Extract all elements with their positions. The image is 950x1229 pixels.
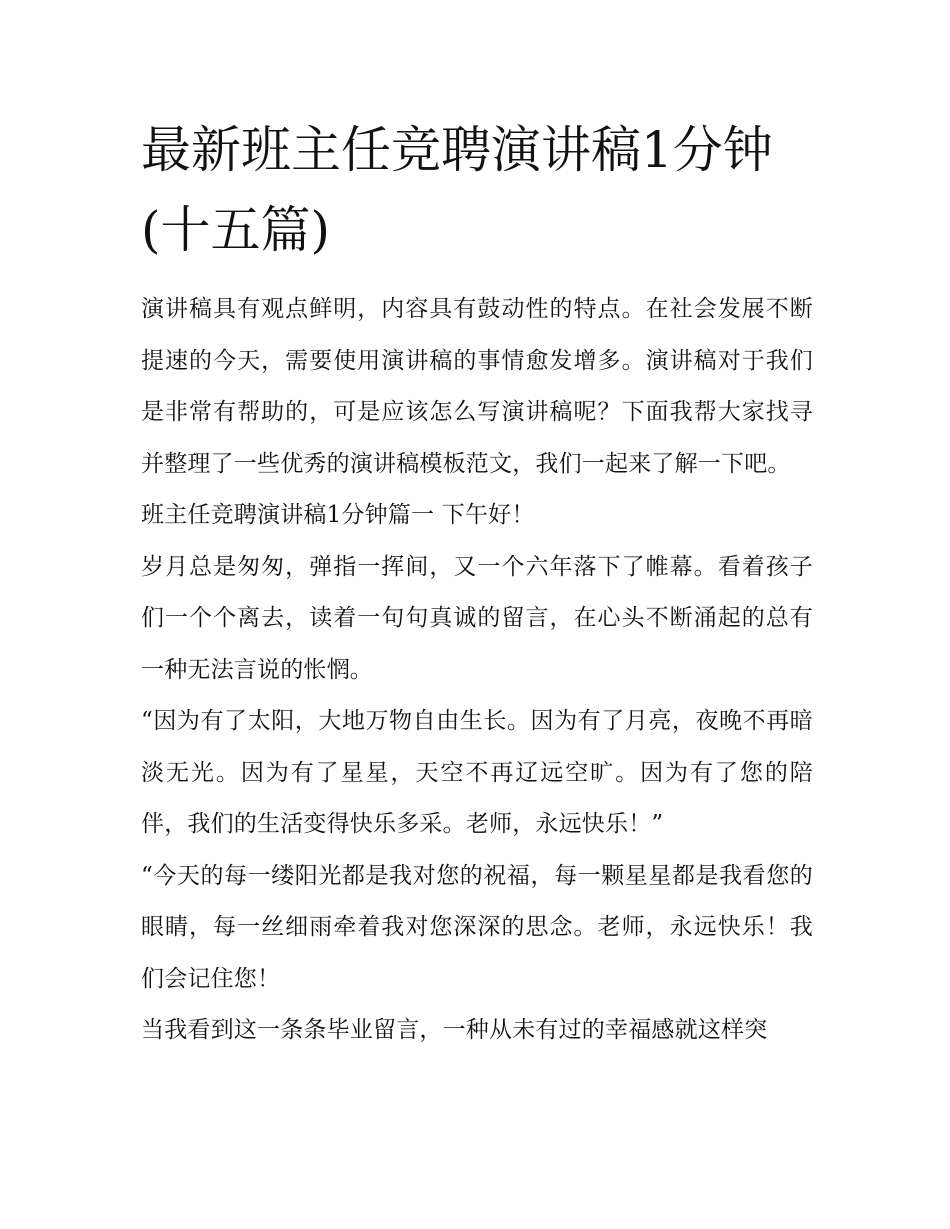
body-paragraph: 岁月总是匆匆，弹指一挥间，又一个六年落下了帷幕。看着孩子们一个个离去，读着一句句真诚的留言，在心头不断涌起的总有一种无法言说的怅惘。: [141, 553, 813, 683]
quote-paragraph: “因为有了太阳，大地万物自由生长。因为有了月亮，夜晚不再暗淡无光。因为有了星星，天空不再辽远空旷。因为有了您的陪伴，我们的生活变得快乐多采。老师，永远快乐！”: [141, 708, 813, 837]
document-title: 最新班主任竞聘演讲稿1分钟(十五篇): [141, 121, 773, 259]
quote-paragraph: “今天的每一缕阳光都是我对您的祝福，每一颗星星都是我看您的眼睛，每一丝细雨牵着我对您深深的思念。老师，永远快乐！我们会记住您！: [141, 862, 813, 992]
document-page: [141, 110, 813, 1057]
section-heading-paragraph: 班主任竞聘演讲稿1分钟篇一 下午好！: [141, 502, 535, 528]
intro-paragraph: 演讲稿具有观点鲜明，内容具有鼓动性的特点。在社会发展不断提速的今天，需要使用演讲稿的事情愈发增多。演讲稿对于我们是非常有帮助的，可是应该怎么写演讲稿呢？下面我帮大家找寻并整理了一些优秀的演讲稿模板范文，我们一起来了解一下吧。: [141, 296, 813, 477]
body-paragraph: 当我看到这一条条毕业留言，一种从未有过的幸福感就这样突: [141, 1017, 768, 1043]
